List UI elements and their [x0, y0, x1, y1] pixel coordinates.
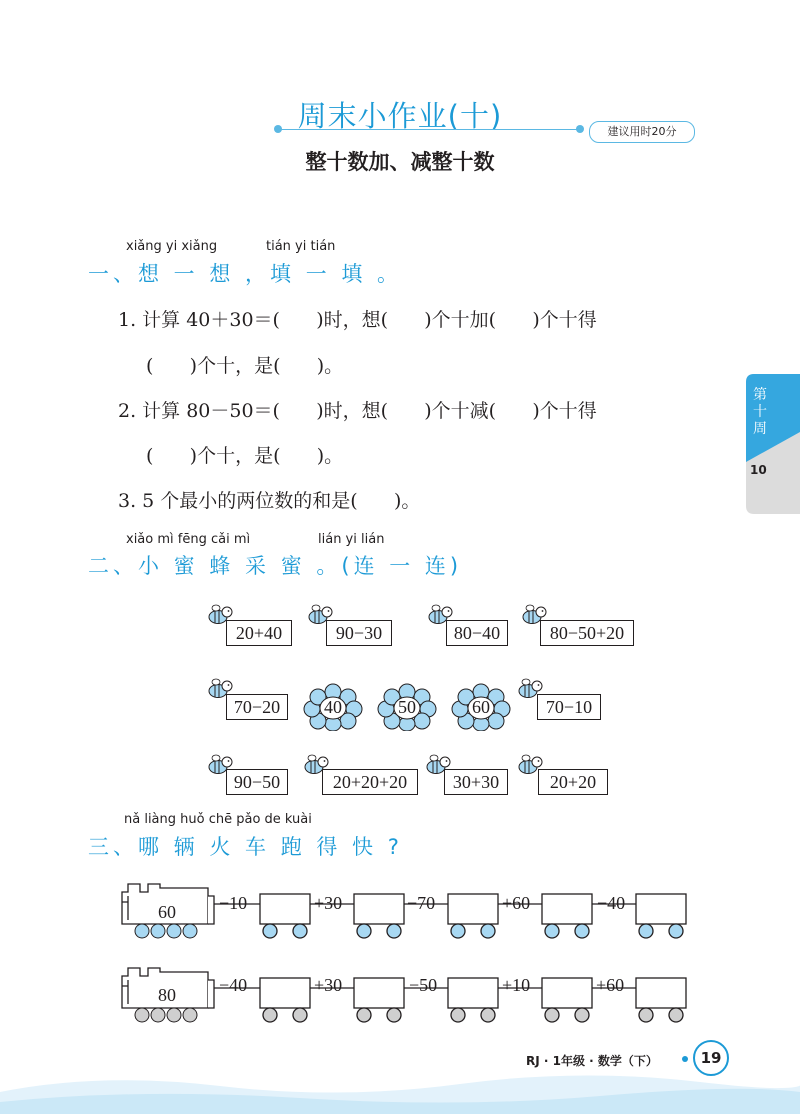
train-2-start: 80 [158, 985, 176, 1005]
underline-dot [274, 125, 282, 133]
train-1-op: +60 [502, 893, 531, 913]
section1-pinyin-b: tián yi tián [266, 239, 336, 254]
expr-box[interactable]: 30+30 [444, 769, 508, 795]
expr-box[interactable]: 80−40 [446, 620, 508, 646]
train-1-start: 60 [158, 902, 176, 922]
question-2-line-1: 2. 计算 80－50＝( )时，想( )个十减( )个十得 [118, 400, 597, 422]
footer-wave [0, 1066, 800, 1114]
footer-book-info: RJ · 1年级 · 数学（下） [526, 1054, 658, 1068]
expr-box[interactable]: 70−20 [226, 694, 288, 720]
title-underline [278, 129, 580, 130]
expr-box[interactable]: 90−50 [226, 769, 288, 795]
flower-value[interactable]: 60 [472, 697, 490, 717]
question-2-line-2: ( )个十，是( )。 [146, 445, 344, 467]
train-1-op: −40 [597, 893, 626, 913]
footer-dot [680, 1054, 690, 1064]
section2-title: 二、小 蜜 蜂 采 蜜 。(连 一 连) [88, 554, 463, 578]
page-title: 周末小作业(十) [297, 99, 503, 133]
section1-title: 一、想 一 想 ，填 一 填 。 [88, 262, 403, 286]
train-2-op: +60 [596, 975, 625, 995]
train-2-op: +30 [314, 975, 343, 995]
train-1-op: +30 [314, 893, 343, 913]
time-badge: 建议用时20分 [589, 121, 695, 143]
page-number: 19 [693, 1040, 729, 1076]
expr-box[interactable]: 80−50+20 [540, 620, 634, 646]
train-2-op: +10 [502, 975, 531, 995]
section2-pinyin-b: lián yi lián [318, 532, 385, 547]
expr-box[interactable]: 20+40 [226, 620, 292, 646]
expr-box[interactable]: 70−10 [537, 694, 601, 720]
week-label: 第十周 [753, 387, 767, 437]
flower-value[interactable]: 50 [398, 697, 416, 717]
question-3: 3. 5 个最小的两位数的和是( )。 [118, 490, 421, 512]
week-number: 10 [750, 463, 767, 477]
section2-pinyin-a: xiǎo mì fēng cǎi mì [126, 532, 251, 547]
expr-box[interactable]: 90−30 [326, 620, 392, 646]
section1-pinyin-a: xiǎng yi xiǎng [126, 239, 218, 254]
section3-pinyin: nǎ liàng huǒ chē pǎo de kuài [124, 812, 312, 827]
flower-value[interactable]: 40 [324, 697, 342, 717]
train-2-op: −40 [219, 975, 248, 995]
expr-box[interactable]: 20+20+20 [322, 769, 418, 795]
expr-box[interactable]: 20+20 [538, 769, 608, 795]
page-subtitle: 整十数加、减整十数 [305, 150, 495, 174]
question-1-line-1: 1. 计算 40＋30＝( )时，想( )个十加( )个十得 [118, 309, 597, 331]
train-2-op: −50 [409, 975, 438, 995]
underline-dot [576, 125, 584, 133]
train-1-op: −70 [407, 893, 436, 913]
question-1-line-2: ( )个十，是( )。 [146, 355, 344, 377]
train-1-op: −10 [219, 893, 248, 913]
section3-title: 三、哪 辆 火 车 跑 得 快 ? [88, 835, 403, 859]
